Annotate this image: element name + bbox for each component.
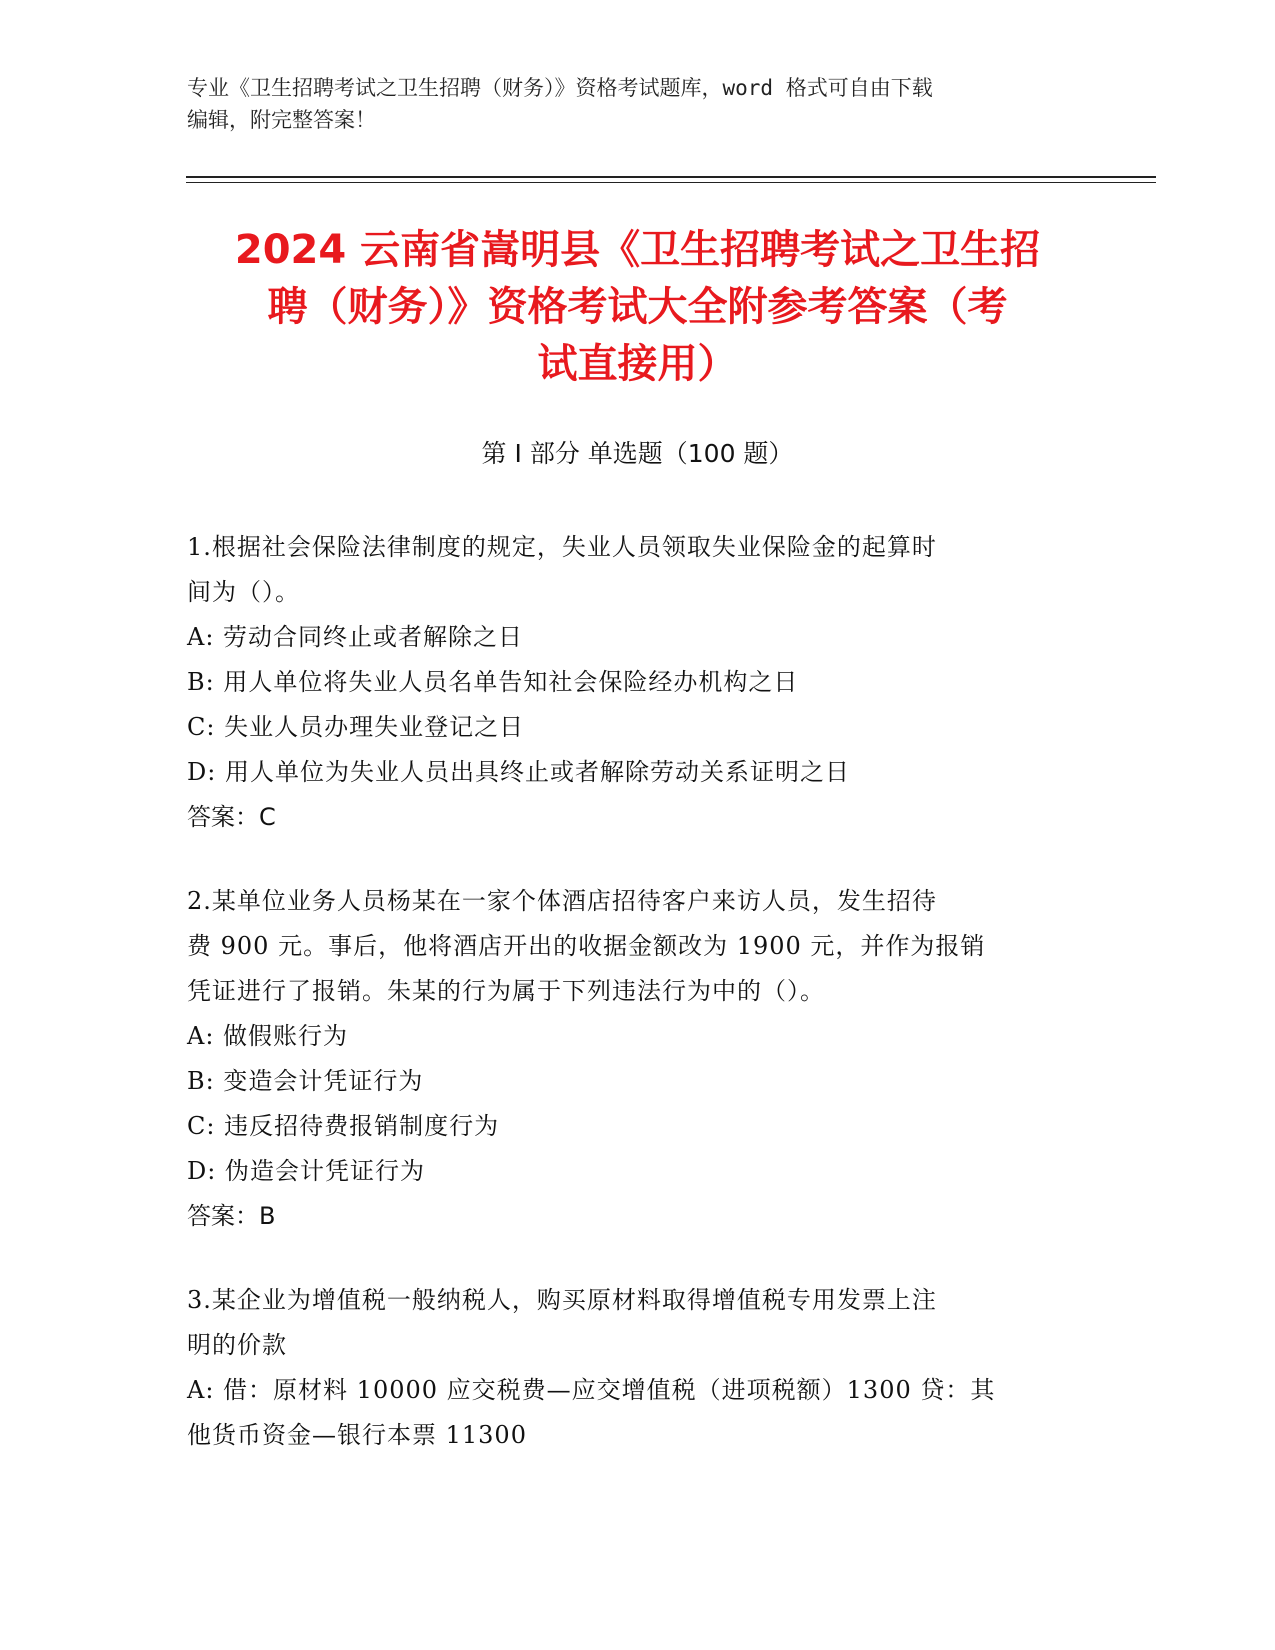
- question-2: [187, 879, 1087, 1239]
- answer-label: 答案：B: [187, 1202, 276, 1230]
- option-d: D: 伪造会计凭证行为: [187, 1157, 425, 1185]
- header-divider-thin: [186, 182, 1156, 183]
- option-a-continued: 他货币资金—银行本票 11300: [187, 1421, 527, 1449]
- option-c: C: 违反招待费报销制度行为: [187, 1112, 500, 1140]
- question-stem-line: 1.根据社会保险法律制度的规定，失业人员领取失业保险金的起算时: [187, 533, 937, 561]
- question-stem-line: 2.某单位业务人员杨某在一家个体酒店招待客户来访人员，发生招待: [187, 887, 937, 915]
- option-a: A: 劳动合同终止或者解除之日: [187, 623, 524, 651]
- title-line-1: 2024 云南省嵩明县《卫生招聘考试之卫生招: [234, 227, 1041, 273]
- option-a: A: 做假账行为: [187, 1022, 349, 1050]
- option-b: B: 变造会计凭证行为: [187, 1067, 424, 1095]
- header-note: [187, 72, 1087, 136]
- document-title: [160, 222, 1115, 393]
- question-3: [187, 1278, 1087, 1458]
- question-1: [187, 525, 1087, 840]
- title-line-2: 聘（财务）》资格考试大全附参考答案（考: [267, 284, 1008, 330]
- answer-label: 答案：C: [187, 803, 276, 831]
- option-b: B: 用人单位将失业人员名单告知社会保险经办机构之日: [187, 668, 799, 696]
- question-stem-line: 凭证进行了报销。朱某的行为属于下列违法行为中的（）。: [187, 977, 825, 1005]
- header-note-line-2: 编辑，附完整答案！: [187, 108, 376, 132]
- header-note-line-1: 专业《卫生招聘考试之卫生招聘（财务）》资格考试题库，word 格式可自由下载: [187, 76, 933, 100]
- question-stem-line: 间为（）。: [187, 578, 300, 606]
- question-list: [187, 525, 1087, 1497]
- section-heading: 第 I 部分 单选题（100 题）: [481, 439, 794, 468]
- question-stem-line: 明的价款: [187, 1331, 287, 1359]
- option-c: C: 失业人员办理失业登记之日: [187, 713, 525, 741]
- option-a: A: 借：原材料 10000 应交税费—应交增值税（进项税额）1300 贷：其: [187, 1376, 996, 1404]
- header-divider-thick: [186, 176, 1156, 178]
- question-stem-line: 费 900 元。事后，他将酒店开出的收据金额改为 1900 元，并作为报销: [187, 932, 986, 960]
- question-stem-line: 3.某企业为增值税一般纳税人，购买原材料取得增值税专用发票上注: [187, 1286, 937, 1314]
- title-line-3: 试直接用）: [537, 341, 738, 387]
- option-d: D: 用人单位为失业人员出具终止或者解除劳动关系证明之日: [187, 758, 850, 786]
